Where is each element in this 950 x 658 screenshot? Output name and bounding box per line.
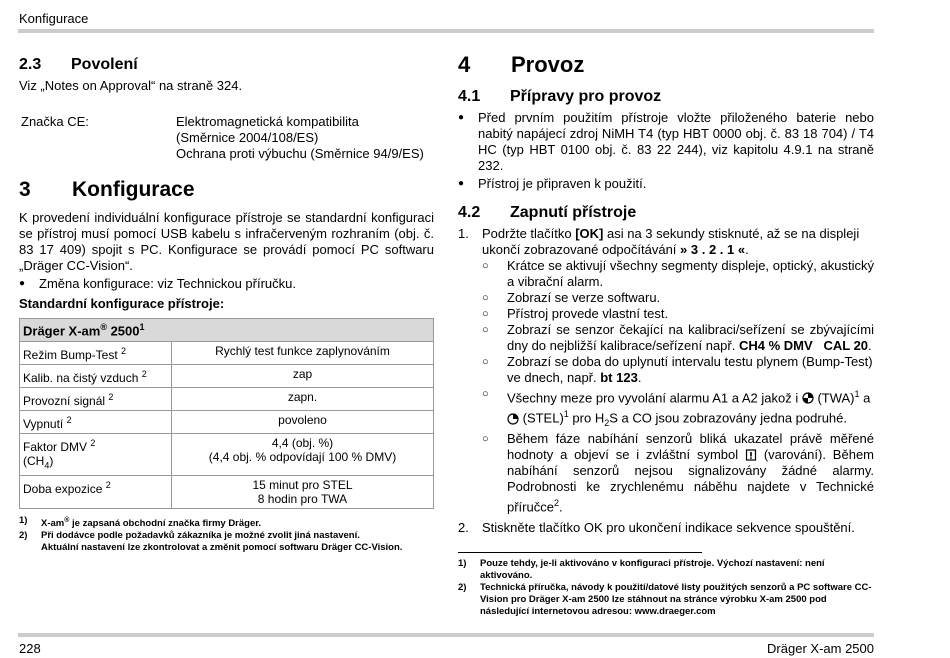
section-title: Provoz [511,52,585,77]
footer-rule [18,633,874,637]
ce-value: Elektromagnetická kompatibilita [176,114,359,129]
section-3-heading [19,178,434,202]
circle-bullet-icon: ○ [482,324,489,336]
twa-icon [802,392,814,404]
sub-item: ○ Krátce se aktivují všechny segmenty displeje, optický, akustický a vibrační alarm. [482,258,874,289]
config-table [19,318,434,509]
list-item: ● Přístroj je připraven k použití. [458,176,647,191]
footnote: 2) Technická příručka, návody k použití/datové listy použitých senzorů a PC software CC-Vision pro Dräger X-am 2500 lze stáhnout na stránce výrobku X-am 2500 pod následující internetovou adresou: www.draeger.com [458,582,872,617]
table-row: Režim Bump-Test $^2$ Rychlý test funkce zaplynováním [20,342,434,365]
circle-bullet-icon: ○ [482,433,489,446]
running-header: Konfigurace [19,11,89,26]
table-row: Kalib. na čistý vzduch $^2$ zap [20,365,434,388]
footnote: 1) X-am® je zapsaná obchodní značka firmy Dräger. [19,514,262,529]
bullet-icon: ● [458,112,465,123]
sub-item: ○ Zobrazí se verze softwaru. [482,290,661,305]
page-number: 228 [19,641,41,656]
circle-bullet-icon: ○ [482,260,489,272]
ce-key: Značka CE: [21,114,89,129]
sub-item: ○ Zobrazí se doba do uplynutí intervalu testu plynem (Bump-Test) ve dnech, např. bt 123. [482,354,873,385]
warning-icon [745,449,757,461]
footnote-rule [458,552,702,553]
ce-marking [19,114,434,162]
sub-item: ○ Zobrazí se senzor čekající na kalibraci/seřízení se zbývajícími dny do nejbližší kalibrace/seřízení např. CH4 % DMV CAL 20. [482,322,874,353]
table-header: Dräger X-am® 2500$^1$ [20,319,434,342]
list-item: ● Před prvním použitím přístroje vložte přiloženého baterie nebo nabitý napájecí zdroj NiMH T4 (typ HBT 0000 obj. č. 83 18 704) / T4 HC (typ HBT 0100 obj. č. 83 22 244), viz kapitolu 4.9.1 na straně 232. [458,110,874,173]
bullet-icon: ● [458,178,465,189]
section-4-1-heading: 4.1 Přípravy pro provoz [458,88,662,105]
section-number: 4 [458,52,471,77]
approval-text: Viz „Notes on Approval“ na straně 324. [19,78,243,93]
section-title: Povolení [71,56,138,73]
product-name: Dräger X-am 2500 [767,641,874,656]
table-row: Faktor DMV $^2$ $(CH_4)$ 4,4 (obj. %) (4,4 obj. % odpovídají 100 % DMV) [20,434,434,475]
standard-config-title: Standardní konfigurace přístroje: [19,296,225,311]
right-column [458,40,874,536]
ce-value: (Směrnice 2004/108/ES) [176,130,319,145]
footnote: 2) Při dodávce podle požadavků zákazníka je možné zvolit jiná nastavení. Aktuální nastavení lze zkontrolovat a změnit pomocí softwaru Dräger CC-Vision. [19,529,403,553]
sub-item: ○ Během fáze nabíhání senzorů bliká ukazatel právě měřené hodnoty a objeví se i zvláštní symbol (varování). Během nabíhání senzorů nejsou signalizovány žádné alarmy. Podrobnosti ke zrychlenému náběhu najdete v Technické příručce$^2$. [482,431,874,515]
table-row: Doba expozice $^2$ 15 minut pro STEL 8 hodin pro TWA [20,475,434,508]
circle-bullet-icon: ○ [482,388,489,400]
section-4-heading [458,52,874,78]
section-number: 2.3 [19,56,42,73]
sub-item: ○ Přístroj provede vlastní test. [482,306,669,321]
bullet-icon: ● [19,278,26,289]
footnote: 1) Pouze tehdy, je-li aktivováno v konfiguraci přístroje. Výchozí nastavení: není aktivováno. [458,558,825,581]
section-number: 3 [19,178,31,201]
table-row: Provozní signál $^2$ zapn. [20,388,434,411]
right-footnotes [458,558,874,618]
section-title: Konfigurace [72,178,195,201]
header-rule [18,29,874,33]
left-column [19,40,434,554]
section-4-2-heading: 4.2 Zapnutí přístroje [458,204,637,221]
circle-bullet-icon: ○ [482,356,489,368]
startup-steps [458,226,874,536]
ce-value: Ochrana proti výbuchu (Směrnice 94/9/ES) [176,146,424,161]
sub-item: ○ Všechny meze pro vyvolání alarmu A1 a A2 jakož i (TWA)$^1$ a (STEL)$^1$ pro $H_2S$ a CO jsou zobrazovány jedna podruhé. [482,386,874,431]
stel-icon [507,413,519,425]
table-row: Vypnutí $^2$ povoleno [20,411,434,434]
configuration-text: K provedení individuální konfigurace přístroje se standardní konfiguraci se přístroj musí pomocí USB kabelu s infračerveným rozhraním (obj. č. 83 17 409) spojit s PC. Konfigurace se provádí pomocí PC softwaru „Dräger CC-Vision“. [19,210,434,273]
section-2-3-heading [19,56,434,74]
list-item: 1. Podržte tlačítko [OK] asi na 3 sekundy stisknuté, až se na displeji ukončí zobrazované odpočítávání » 3 . 2 . 1 «. ○ Krátce se aktivují všechny segmenty displeje, optický, akustický a vibrační alarm. ○ Zobrazí se verze softwaru. ○ Přístroj provede vlastní test. ○ Zobrazí se senzor čekající na kalibraci/seřízení se zbývajícími dny do nejbližší kalibrace/seřízení např. CH4 % DMV CAL 20. ○ Zobrazí se doba do uplynutí intervalu testu plynem (Bump-Test) ve dnech, např. bt 123. ○ Všechny meze pro vyvolání alarmu A1 a A2 jakož i (TWA)$^1$ a (STEL)$^1$ pro $H_2S$ a CO jsou zobrazovány jedna podruhé. ○ Během fáze nabíhání senzorů bliká ukazatel právě měřené hodnoty a objeví se i zvláštní symbol (varování). Během nabíhání senzorů nejsou signalizovány žádné alarmy. Podrobnosti ke zrychlenému náběhu najdete v Technické příručce$^2$. [458,226,874,515]
circle-bullet-icon: ○ [482,308,489,320]
list-item: ● Změna konfigurace: viz Technickou příručku. [19,276,296,291]
circle-bullet-icon: ○ [482,292,489,304]
list-item: 2. Stiskněte tlačítko OK pro ukončení indikace sekvence spouštění. [458,519,855,535]
left-footnotes [19,515,434,554]
